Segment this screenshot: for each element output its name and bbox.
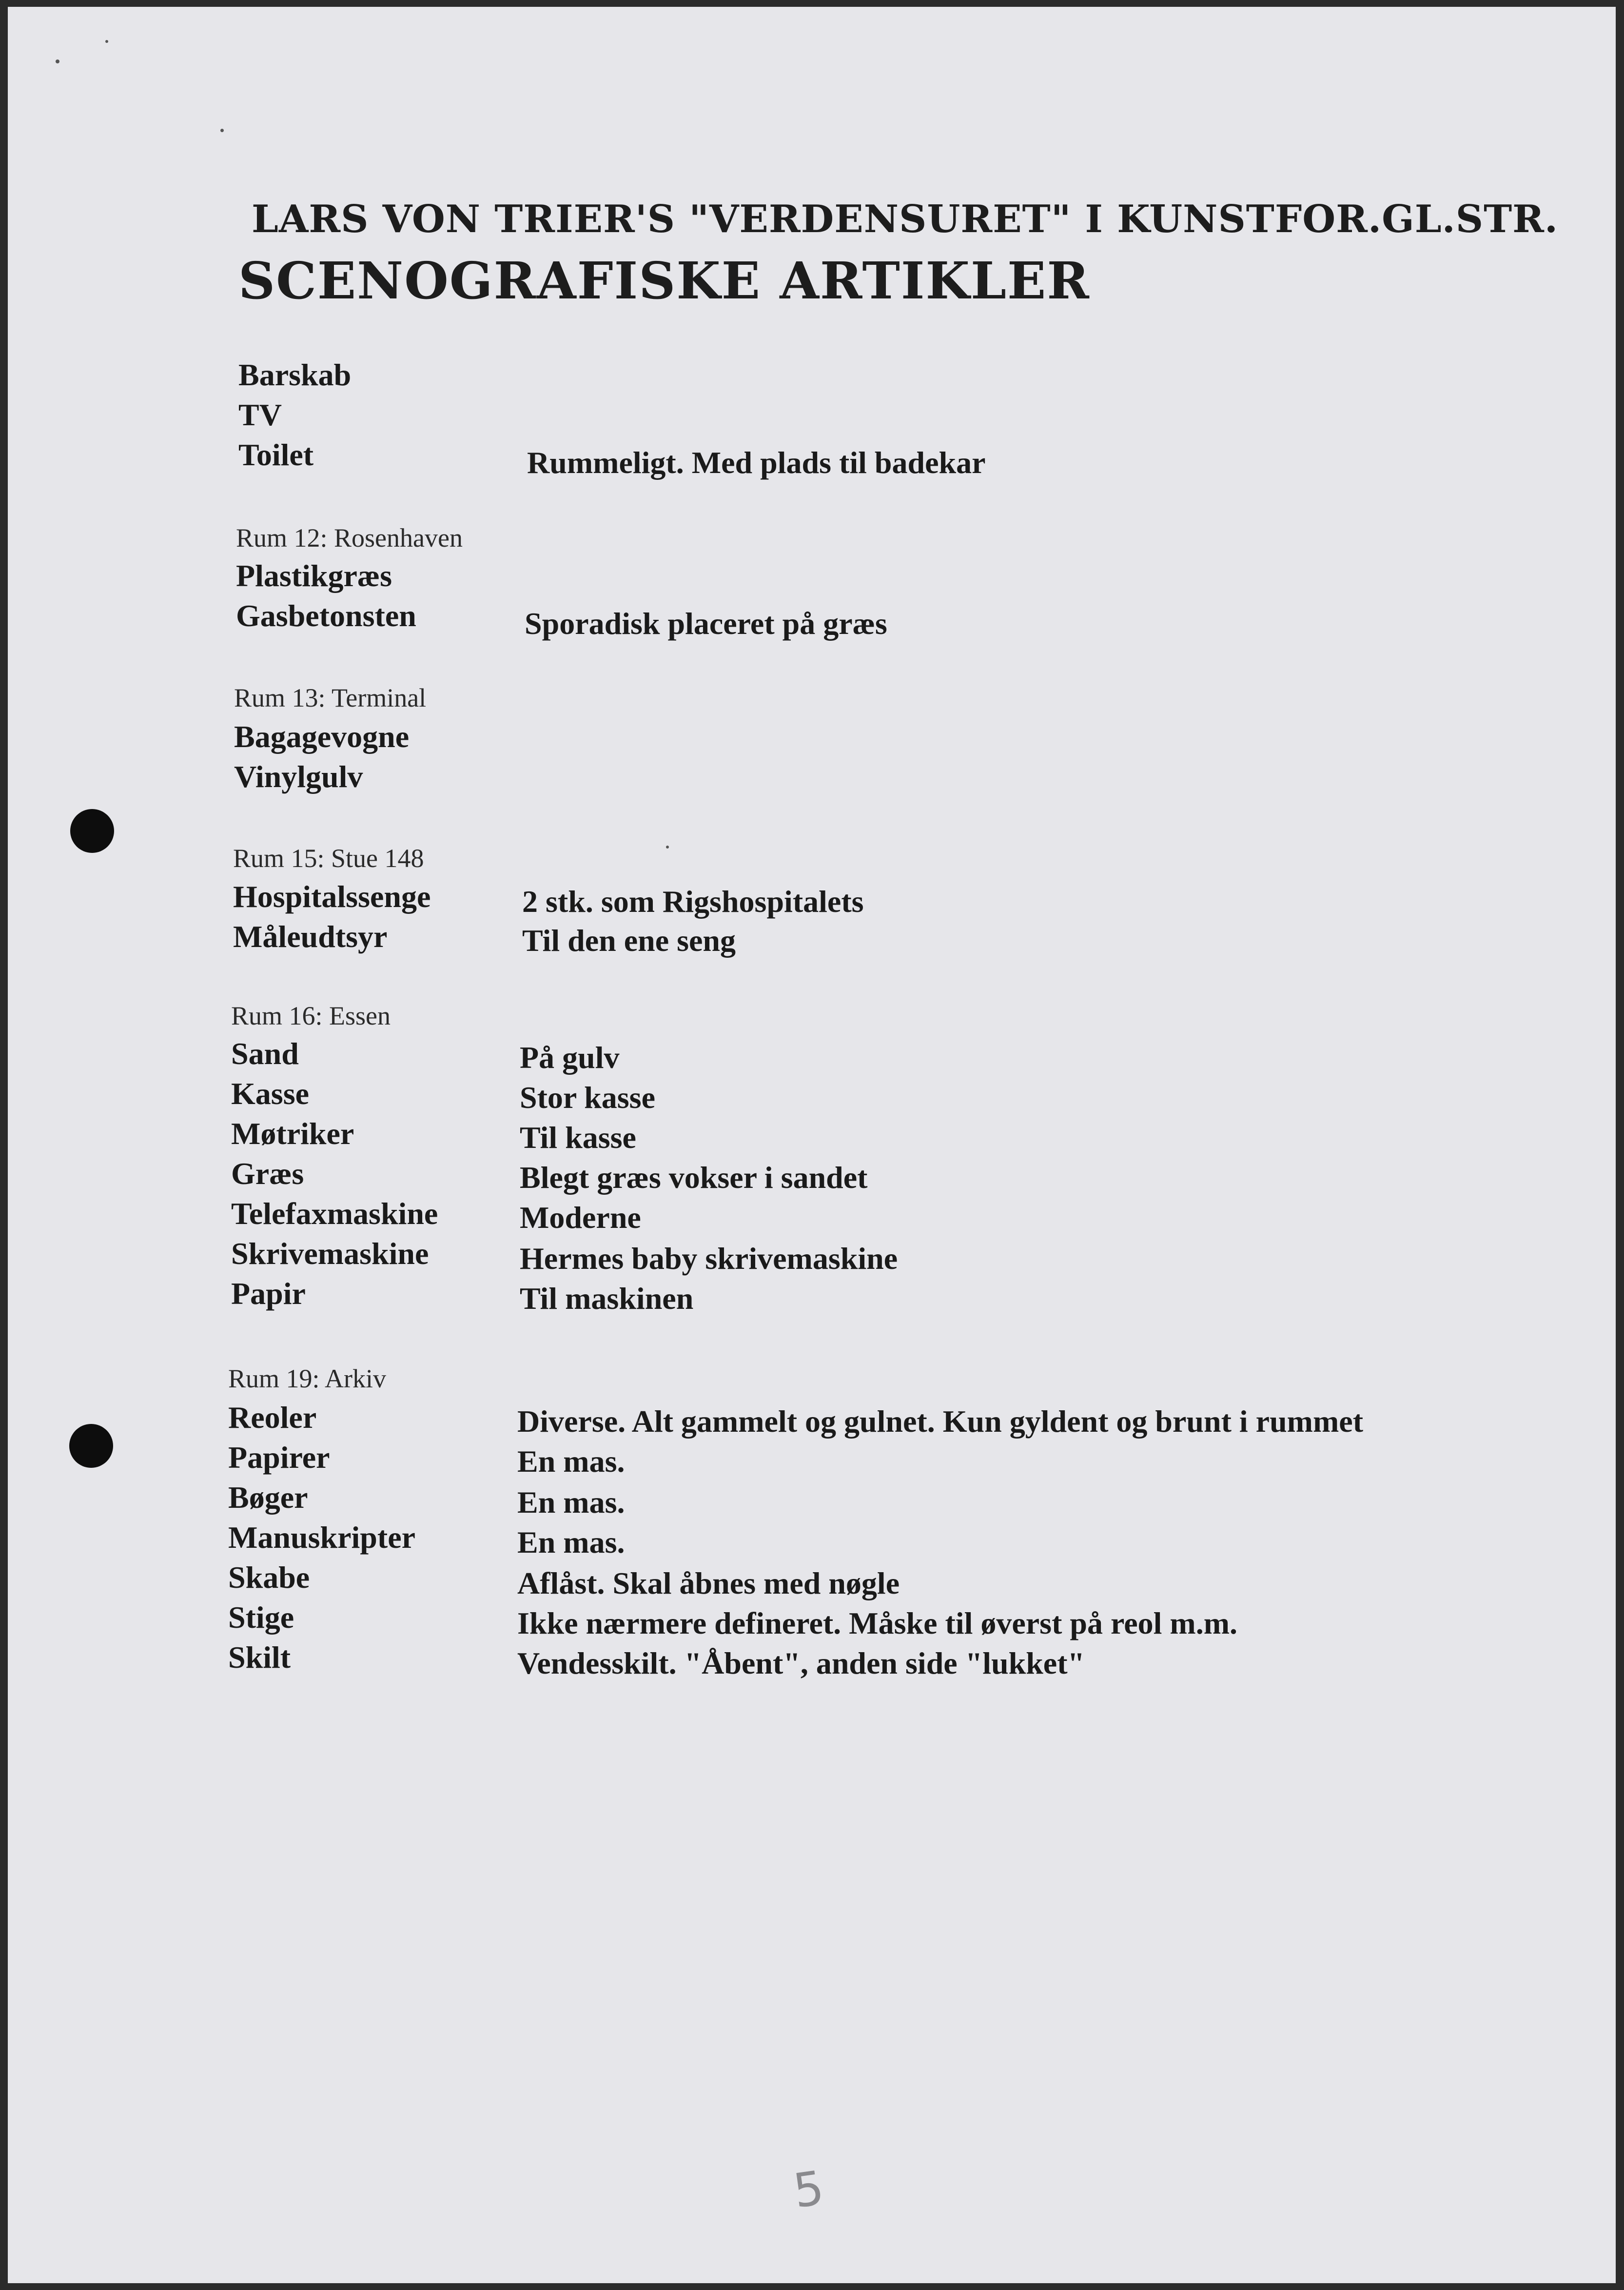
item-note: Blegt græs vokser i sandet (520, 1160, 868, 1195)
item-name: Kasse (231, 1076, 309, 1111)
item-note: Diverse. Alt gammelt og gulnet. Kun gyldent og brunt i rummet (517, 1404, 1363, 1439)
item-note: Til den ene seng (522, 923, 736, 958)
room-label: Rum 15: Stue 148 (233, 844, 424, 873)
item-note: På gulv (520, 1040, 620, 1075)
handwritten-page-number: 5 (790, 2160, 827, 2219)
item-name: Papir (231, 1276, 306, 1311)
item-name: Stige (228, 1600, 294, 1635)
room-label: Rum 19: Arkiv (228, 1364, 387, 1393)
item-name: Bagagevogne (234, 719, 410, 754)
item-note: Sporadisk placeret på græs (525, 606, 887, 641)
item-note: 2 stk. som Rigshospitalets (522, 884, 864, 919)
item-note: Vendesskilt. "Åbent", anden side "lukket" (517, 1646, 1085, 1680)
item-note: Aflåst. Skal åbnes med nøgle (517, 1566, 900, 1600)
item-name: Møtriker (231, 1116, 354, 1151)
item-name: Barskab (238, 357, 352, 392)
paper-speck (56, 59, 59, 63)
paper-speck (666, 846, 669, 849)
document-page (8, 7, 1616, 2283)
item-note: En mas. (517, 1525, 625, 1560)
item-note: Rummeligt. Med plads til badekar (527, 445, 986, 480)
header-title-line2: SCENOGRAFISKE ARTIKLER (238, 251, 1090, 311)
room-label: Rum 12: Rosenhaven (236, 523, 463, 553)
item-name: Papirer (228, 1440, 330, 1475)
item-name: Manuskripter (228, 1520, 415, 1555)
item-name: TV (238, 397, 282, 432)
item-note: Stor kasse (520, 1080, 655, 1115)
item-name: Måleudtsyr (233, 919, 388, 954)
item-name: Reoler (228, 1400, 317, 1435)
item-note: En mas. (517, 1444, 625, 1479)
item-note: Til maskinen (520, 1281, 694, 1316)
punch-hole (69, 1424, 113, 1468)
item-name: Græs (231, 1156, 304, 1191)
item-name: Gasbetonsten (236, 598, 416, 633)
item-name: Vinylgulv (234, 759, 363, 794)
item-name: Hospitalssenge (233, 879, 431, 914)
item-note: Til kasse (520, 1120, 636, 1155)
item-name: Bøger (228, 1480, 308, 1515)
room-label: Rum 16: Essen (231, 1001, 391, 1030)
item-note: Hermes baby skrivemaskine (520, 1241, 898, 1276)
punch-hole (70, 809, 114, 853)
item-name: Skabe (228, 1560, 310, 1595)
paper-speck (105, 40, 108, 43)
item-note: Ikke nærmere defineret. Måske til øverst på reol m.m. (517, 1606, 1238, 1640)
item-name: Toilet (238, 437, 314, 472)
item-note: Moderne (520, 1200, 641, 1235)
item-name: Sand (231, 1036, 299, 1071)
room-label: Rum 13: Terminal (234, 683, 427, 712)
header-title-line1: LARS VON TRIER'S "VERDENSURET" I KUNSTFOR.GL.STR. (252, 197, 1559, 241)
item-name: Skrivemaskine (231, 1236, 429, 1271)
item-name: Telefaxmaskine (231, 1196, 438, 1231)
item-note: En mas. (517, 1485, 625, 1520)
paper-speck (220, 129, 224, 132)
item-name: Skilt (228, 1640, 291, 1675)
item-name: Plastikgræs (236, 558, 392, 593)
